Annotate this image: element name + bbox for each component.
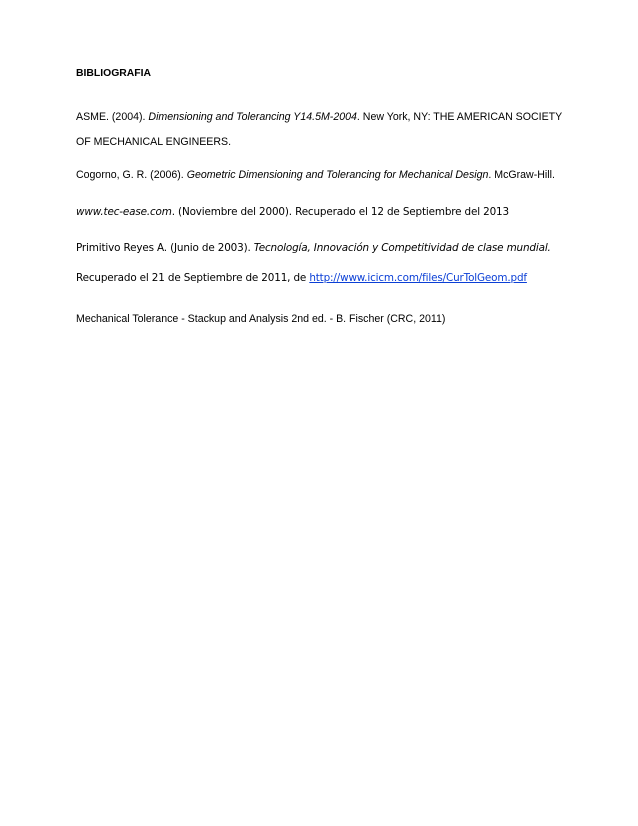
- reference-reyes-line-2: [76, 271, 527, 285]
- reference-reyes-line-1: [76, 241, 551, 255]
- reference-fischer: Mechanical Tolerance - Stackup and Analysis 2nd ed. - B. Fischer (CRC, 2011): [76, 313, 446, 325]
- reference-tecease: [76, 205, 509, 219]
- reference-cogorno-tail: . McGraw-Hill.: [488, 169, 555, 181]
- reference-reyes-lead: Primitivo Reyes A. (Junio de 2003).: [76, 242, 254, 254]
- reference-tecease-tail: . (Noviembre del 2000). Recuperado el 12 de Septiembre del 2013: [171, 206, 509, 218]
- reference-cogorno-title: Geometric Dimensioning and Tolerancing for Mechanical Design: [186, 169, 489, 181]
- reference-reyes-title: Tecnología, Innovación y Competitividad de clase mundial.: [253, 242, 551, 254]
- page-heading: BIBLIOGRAFIA: [76, 68, 152, 79]
- reference-asme-tail: . New York, NY: THE AMERICAN SOCIETY: [356, 111, 563, 123]
- reference-cogorno: [76, 168, 555, 182]
- reference-reyes-url-link[interactable]: http://www.icicm.com/files/CurTolGeom.pdf: [309, 272, 527, 284]
- reference-tecease-site: www.tec-ease.com: [76, 206, 172, 218]
- reference-reyes-line2-lead: Recuperado el 21 de Septiembre de 2011, de: [76, 272, 310, 284]
- reference-asme-line-2: OF MECHANICAL ENGINEERS.: [76, 136, 232, 148]
- reference-cogorno-lead: Cogorno, G. R. (2006).: [76, 169, 187, 181]
- reference-asme-title: Dimensioning and Tolerancing Y14.5M-2004: [148, 111, 357, 123]
- reference-asme-line-1: [76, 110, 562, 124]
- reference-asme-lead: ASME. (2004).: [76, 111, 149, 123]
